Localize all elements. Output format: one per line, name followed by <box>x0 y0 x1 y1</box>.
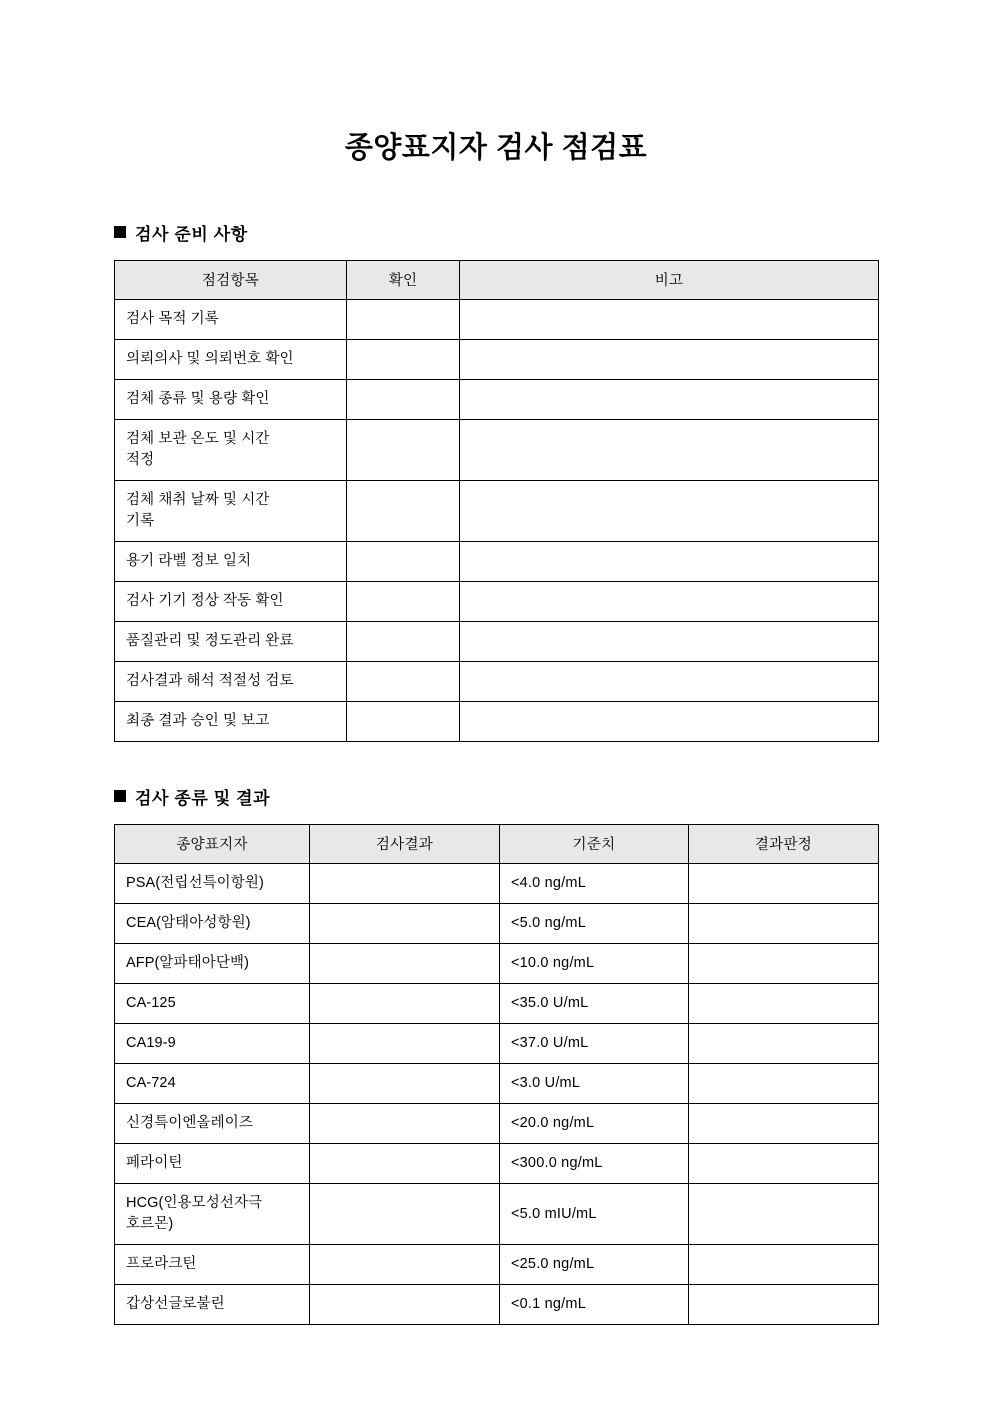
marker-judgement-cell[interactable] <box>689 1144 879 1184</box>
marker-name-cell-text: AFP(알파태아단백) <box>126 955 249 972</box>
marker-reference-cell <box>500 984 689 1024</box>
checklist-note-cell[interactable] <box>460 480 879 541</box>
checklist-check-cell[interactable] <box>347 419 460 480</box>
marker-reference-cell <box>500 1184 689 1245</box>
checklist-check-cell[interactable] <box>347 299 460 339</box>
marker-name-cell <box>115 1245 310 1285</box>
checklist-item-cell <box>115 541 347 581</box>
marker-judgement-cell[interactable] <box>689 1024 879 1064</box>
table-row <box>115 621 879 661</box>
marker-reference-cell <box>500 1285 689 1325</box>
table-row <box>115 1024 879 1064</box>
checklist-note-cell[interactable] <box>460 701 879 741</box>
marker-result-cell[interactable] <box>310 904 500 944</box>
marker-name-cell <box>115 1064 310 1104</box>
square-bullet-icon <box>114 226 126 238</box>
table-row <box>115 480 879 541</box>
page-title: 종양표지자 검사 점검표 <box>344 132 648 164</box>
marker-result-cell[interactable] <box>310 1064 500 1104</box>
table-row <box>115 419 879 480</box>
table-row <box>115 1245 879 1285</box>
checklist-check-cell[interactable] <box>347 339 460 379</box>
checklist-item-cell-text: 검사 목적 기록 <box>126 310 219 327</box>
marker-judgement-cell[interactable] <box>689 1245 879 1285</box>
section-heading-results-label: 검사 종류 및 결과 <box>135 788 271 808</box>
square-bullet-icon <box>114 790 126 802</box>
marker-name-cell <box>115 1024 310 1064</box>
marker-reference-cell-text: <37.0 U/mL <box>511 1035 589 1052</box>
marker-reference-cell <box>500 1144 689 1184</box>
marker-name-cell-text: CA-724 <box>126 1075 176 1092</box>
marker-result-cell[interactable] <box>310 944 500 984</box>
checklist-item-cell <box>115 379 347 419</box>
checklist-item-cell <box>115 419 347 480</box>
checklist-item-cell-text: 품질관리 및 정도관리 완료 <box>126 632 294 649</box>
checklist-check-cell[interactable] <box>347 701 460 741</box>
table-row <box>115 701 879 741</box>
marker-reference-cell <box>500 944 689 984</box>
marker-name-cell <box>115 1184 310 1245</box>
marker-reference-cell-text: <3.0 U/mL <box>511 1075 581 1092</box>
marker-reference-cell-text: <35.0 U/mL <box>511 995 589 1012</box>
column-header-reference: 기준치 <box>500 824 689 863</box>
table-row <box>115 541 879 581</box>
marker-name-cell-text: CEA(암태아성항원) <box>126 915 251 931</box>
table-row <box>115 1285 879 1325</box>
marker-reference-cell-text: <20.0 ng/mL <box>511 1115 595 1132</box>
marker-reference-cell-text: <25.0 ng/mL <box>511 1256 595 1273</box>
marker-name-cell-text: CA19-9 <box>126 1035 176 1052</box>
marker-reference-cell-text: <10.0 ng/mL <box>511 955 595 972</box>
table-row <box>115 944 879 984</box>
marker-name-cell-text: HCG(인용모성선자극 호르몬) <box>126 1195 263 1233</box>
preparation-checklist-table <box>114 260 879 742</box>
checklist-note-cell[interactable] <box>460 621 879 661</box>
marker-result-cell[interactable] <box>310 1024 500 1064</box>
marker-name-cell <box>115 1144 310 1184</box>
marker-reference-cell <box>500 1104 689 1144</box>
table-row <box>115 339 879 379</box>
marker-name-cell-text: 페라이틴 <box>126 1155 183 1172</box>
marker-reference-cell-text: <300.0 ng/mL <box>511 1155 603 1172</box>
marker-name-cell-text: PSA(전립선특이항원) <box>126 874 264 891</box>
marker-result-cell[interactable] <box>310 1285 500 1325</box>
checklist-item-cell-text: 검사 기기 정상 작동 확인 <box>126 592 284 609</box>
checklist-item-cell <box>115 299 347 339</box>
checklist-note-cell[interactable] <box>460 581 879 621</box>
marker-judgement-cell[interactable] <box>689 904 879 944</box>
checklist-item-cell <box>115 581 347 621</box>
marker-name-cell-text: 신경특이엔올레이즈 <box>126 1115 253 1132</box>
marker-reference-cell-text: <5.0 mIU/mL <box>511 1205 597 1222</box>
table-header-row <box>115 260 879 299</box>
tumor-marker-results-table <box>114 824 879 1325</box>
table-header-row <box>115 824 879 863</box>
marker-result-cell[interactable] <box>310 1245 500 1285</box>
checklist-note-cell[interactable] <box>460 299 879 339</box>
checklist-item-cell <box>115 701 347 741</box>
marker-name-cell-text: 프로라크틴 <box>126 1256 197 1273</box>
marker-result-cell[interactable] <box>310 1184 500 1245</box>
marker-reference-cell <box>500 1245 689 1285</box>
table-row <box>115 581 879 621</box>
checklist-item-cell-text: 검사결과 해석 적절성 검토 <box>126 672 294 689</box>
checklist-item-cell-text: 용기 라벨 정보 일치 <box>126 552 252 569</box>
column-header-note: 비고 <box>460 260 879 299</box>
checklist-note-cell[interactable] <box>460 419 879 480</box>
marker-judgement-cell[interactable] <box>689 1064 879 1104</box>
marker-result-cell[interactable] <box>310 1144 500 1184</box>
column-header-item: 점검항목 <box>115 260 347 299</box>
marker-judgement-cell[interactable] <box>689 944 879 984</box>
marker-name-cell <box>115 904 310 944</box>
column-header-marker: 종양표지자 <box>115 824 310 863</box>
checklist-check-cell[interactable] <box>347 581 460 621</box>
marker-name-cell <box>115 984 310 1024</box>
section-heading-results <box>114 784 878 809</box>
marker-reference-cell <box>500 1064 689 1104</box>
checklist-note-cell[interactable] <box>460 339 879 379</box>
table-row <box>115 299 879 339</box>
column-header-check: 확인 <box>347 260 460 299</box>
section-heading-preparation-label: 검사 준비 사항 <box>135 224 248 244</box>
marker-judgement-cell[interactable] <box>689 1104 879 1144</box>
column-header-result: 검사결과 <box>310 824 500 863</box>
marker-reference-cell <box>500 863 689 903</box>
checklist-item-cell <box>115 480 347 541</box>
checklist-item-cell <box>115 339 347 379</box>
table-row <box>115 1144 879 1184</box>
table-row <box>115 379 879 419</box>
section-heading-preparation <box>114 220 878 245</box>
marker-judgement-cell[interactable] <box>689 863 879 903</box>
checklist-check-cell[interactable] <box>347 621 460 661</box>
checklist-check-cell[interactable] <box>347 379 460 419</box>
checklist-check-cell[interactable] <box>347 480 460 541</box>
marker-reference-cell-text: <0.1 ng/mL <box>511 1296 586 1313</box>
marker-name-cell-text: CA-125 <box>126 995 176 1012</box>
marker-name-cell <box>115 1104 310 1144</box>
checklist-note-cell[interactable] <box>460 379 879 419</box>
marker-reference-cell-text: <4.0 ng/mL <box>511 874 586 891</box>
marker-reference-cell-text: <5.0 ng/mL <box>511 915 586 931</box>
table-row <box>115 661 879 701</box>
table-row <box>115 863 879 903</box>
table-row <box>115 904 879 944</box>
table-row <box>115 984 879 1024</box>
marker-reference-cell <box>500 1024 689 1064</box>
checklist-note-cell[interactable] <box>460 661 879 701</box>
marker-name-cell-text: 갑상선글로불린 <box>126 1296 225 1313</box>
checklist-item-cell-text: 검체 종류 및 용량 확인 <box>126 390 270 407</box>
marker-name-cell <box>115 863 310 903</box>
marker-name-cell <box>115 944 310 984</box>
marker-result-cell[interactable] <box>310 984 500 1024</box>
table-row <box>115 1184 879 1245</box>
marker-result-cell[interactable] <box>310 863 500 903</box>
checklist-check-cell[interactable] <box>347 661 460 701</box>
table-row <box>115 1104 879 1144</box>
marker-judgement-cell[interactable] <box>689 1184 879 1245</box>
checklist-check-cell[interactable] <box>347 541 460 581</box>
marker-name-cell <box>115 1285 310 1325</box>
marker-reference-cell <box>500 904 689 944</box>
checklist-item-cell-text: 검체 채취 날짜 및 시간 기록 <box>126 491 270 529</box>
checklist-item-cell <box>115 621 347 661</box>
checklist-item-cell <box>115 661 347 701</box>
checklist-item-cell-text: 검체 보관 온도 및 시간 적정 <box>126 430 270 468</box>
checklist-note-cell[interactable] <box>460 541 879 581</box>
marker-judgement-cell[interactable] <box>689 1285 879 1325</box>
column-header-judgement: 결과판정 <box>689 824 879 863</box>
table-row <box>115 1064 879 1104</box>
checklist-item-cell-text: 의뢰의사 및 의뢰번호 확인 <box>126 350 294 367</box>
marker-judgement-cell[interactable] <box>689 984 879 1024</box>
marker-result-cell[interactable] <box>310 1104 500 1144</box>
checklist-item-cell-text: 최종 결과 승인 및 보고 <box>126 712 270 729</box>
